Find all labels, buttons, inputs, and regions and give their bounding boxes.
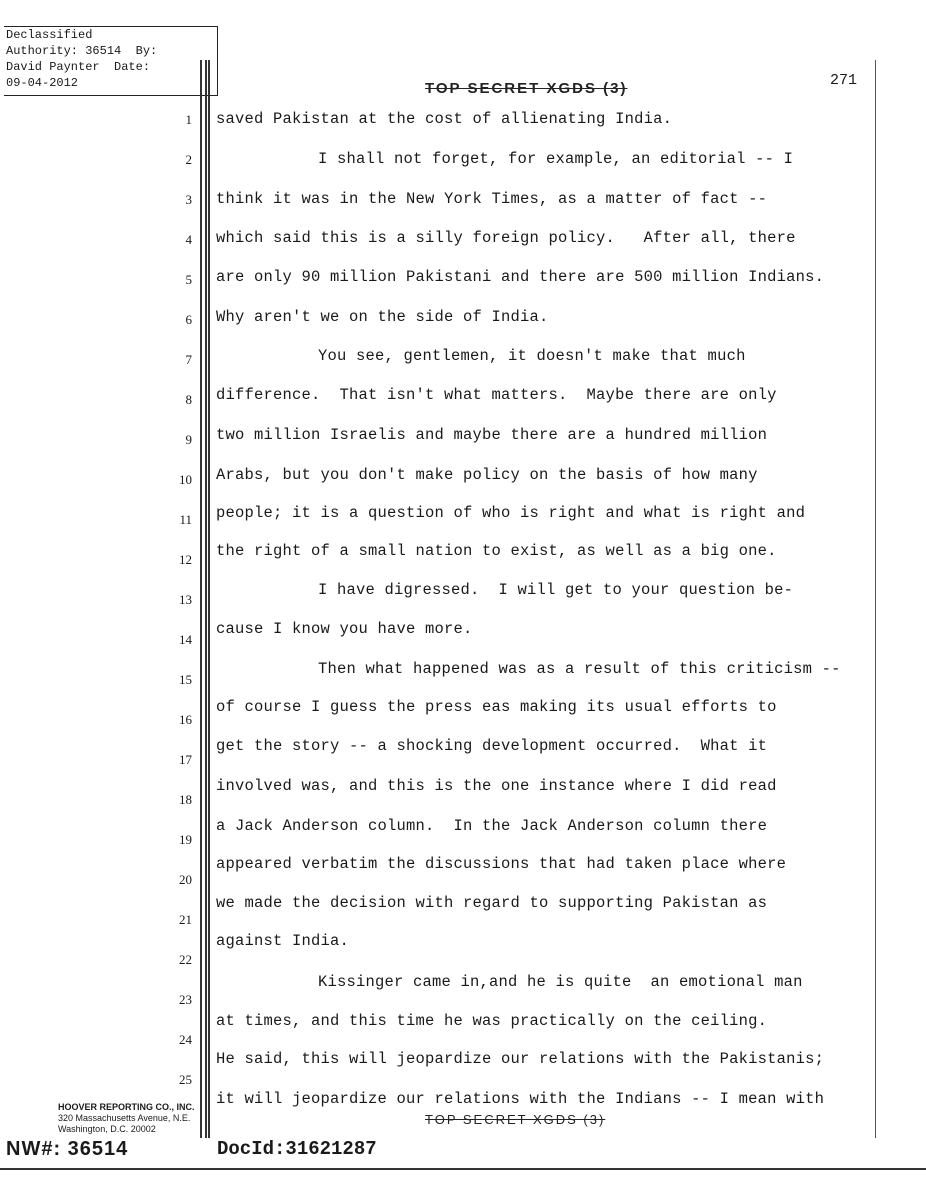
- line-number: 18: [179, 792, 192, 807]
- stamp-line-2: Authority: 36514 By:: [6, 44, 158, 58]
- line-number: 10: [179, 472, 192, 487]
- transcript-line: against India.: [216, 932, 350, 950]
- reporter-address: 320 Massachusetts Avenue, N.E.: [58, 1113, 191, 1123]
- transcript-line: the right of a small nation to exist, as well as a big one.: [216, 542, 777, 560]
- transcript-line: saved Pakistan at the cost of allienating India.: [216, 110, 673, 128]
- doc-id: DocId:31621287: [217, 1138, 377, 1160]
- line-number: 7: [185, 352, 192, 367]
- line-number: 4: [185, 232, 192, 247]
- transcript-line: a Jack Anderson column. In the Jack Anderson column there: [216, 817, 768, 835]
- transcript-line: people; it is a question of who is right and what is right and: [216, 504, 806, 522]
- line-number: 1: [185, 112, 192, 127]
- transcript-line: are only 90 million Pakistani and there are 500 million Indians.: [216, 268, 825, 286]
- transcript-line: Arabs, but you don't make policy on the basis of how many: [216, 466, 758, 484]
- line-number: 3: [185, 192, 192, 207]
- line-number: 15: [179, 672, 192, 687]
- transcript-line: He said, this will jeopardize our relations with the Pakistanis;: [216, 1050, 825, 1068]
- line-number: 25: [179, 1072, 192, 1087]
- stamp-line-3: David Paynter Date:: [6, 60, 151, 74]
- transcript-line: we made the decision with regard to supporting Pakistan as: [216, 894, 768, 912]
- transcript-line: cause I know you have more.: [216, 620, 473, 638]
- reporter-name: HOOVER REPORTING CO., INC.: [58, 1102, 195, 1112]
- classification-footer: TOP SECRET XGDS (3): [425, 1112, 606, 1127]
- right-margin-rule: [875, 60, 876, 1138]
- transcript-line: think it was in the New York Times, as a matter of fact --: [216, 190, 768, 208]
- transcript-line: I shall not forget, for example, an editorial -- I: [318, 150, 794, 168]
- margin-rule: [208, 60, 210, 1138]
- reporter-city: Washington, D.C. 20002: [58, 1124, 156, 1134]
- line-number: 14: [179, 632, 192, 647]
- page-number: 271: [830, 72, 858, 89]
- line-number: 8: [185, 392, 192, 407]
- line-number: 22: [179, 952, 192, 967]
- line-number: 23: [179, 992, 192, 1007]
- line-number: 2: [185, 152, 192, 167]
- transcript-line: which said this is a silly foreign policy. After all, there: [216, 229, 796, 247]
- line-number: 16: [179, 712, 192, 727]
- transcript-line: difference. That isn't what matters. Maybe there are only: [216, 386, 777, 404]
- transcript-line: it will jeopardize our relations with the Indians -- I mean with: [216, 1090, 825, 1108]
- nw-number: NW#: 36514: [6, 1138, 129, 1160]
- transcript-line: You see, gentlemen, it doesn't make that much: [318, 347, 746, 365]
- line-number: 11: [179, 512, 192, 527]
- margin-rule: [205, 60, 207, 1138]
- line-number: 19: [179, 832, 192, 847]
- transcript-line: at times, and this time he was practically on the ceiling.: [216, 1012, 768, 1030]
- line-number: 24: [179, 1032, 192, 1047]
- line-number: 9: [185, 432, 192, 447]
- transcript-line: two million Israelis and maybe there are a hundred million: [216, 426, 768, 444]
- transcript-line: of course I guess the press eas making its usual efforts to: [216, 698, 777, 716]
- line-number: 12: [179, 552, 192, 567]
- transcript-line: get the story -- a shocking development occurred. What it: [216, 737, 768, 755]
- transcript-line: involved was, and this is the one instance where I did read: [216, 777, 777, 795]
- line-number: 21: [179, 912, 192, 927]
- stamp-line-4: 09-04-2012: [6, 76, 79, 90]
- transcript-line: Then what happened was as a result of this criticism --: [318, 660, 841, 678]
- transcript-line: Why aren't we on the side of India.: [216, 308, 549, 326]
- bottom-rule: [0, 1168, 926, 1170]
- reporter-info: [58, 1102, 195, 1135]
- transcript-line: I have digressed. I will get to your question be-: [318, 581, 794, 599]
- line-number: 5: [185, 272, 192, 287]
- line-number: 17: [179, 752, 192, 767]
- classification-header: TOP SECRET XGDS (3): [425, 80, 628, 97]
- margin-rule: [200, 60, 202, 1138]
- stamp-line-1: Declassified: [6, 28, 93, 42]
- transcript-line: Kissinger came in,and he is quite an emotional man: [318, 973, 803, 991]
- line-number: 6: [185, 312, 192, 327]
- declassification-stamp: [4, 26, 218, 96]
- line-number: 20: [179, 872, 192, 887]
- transcript-line: appeared verbatim the discussions that had taken place where: [216, 855, 787, 873]
- line-number: 13: [179, 592, 192, 607]
